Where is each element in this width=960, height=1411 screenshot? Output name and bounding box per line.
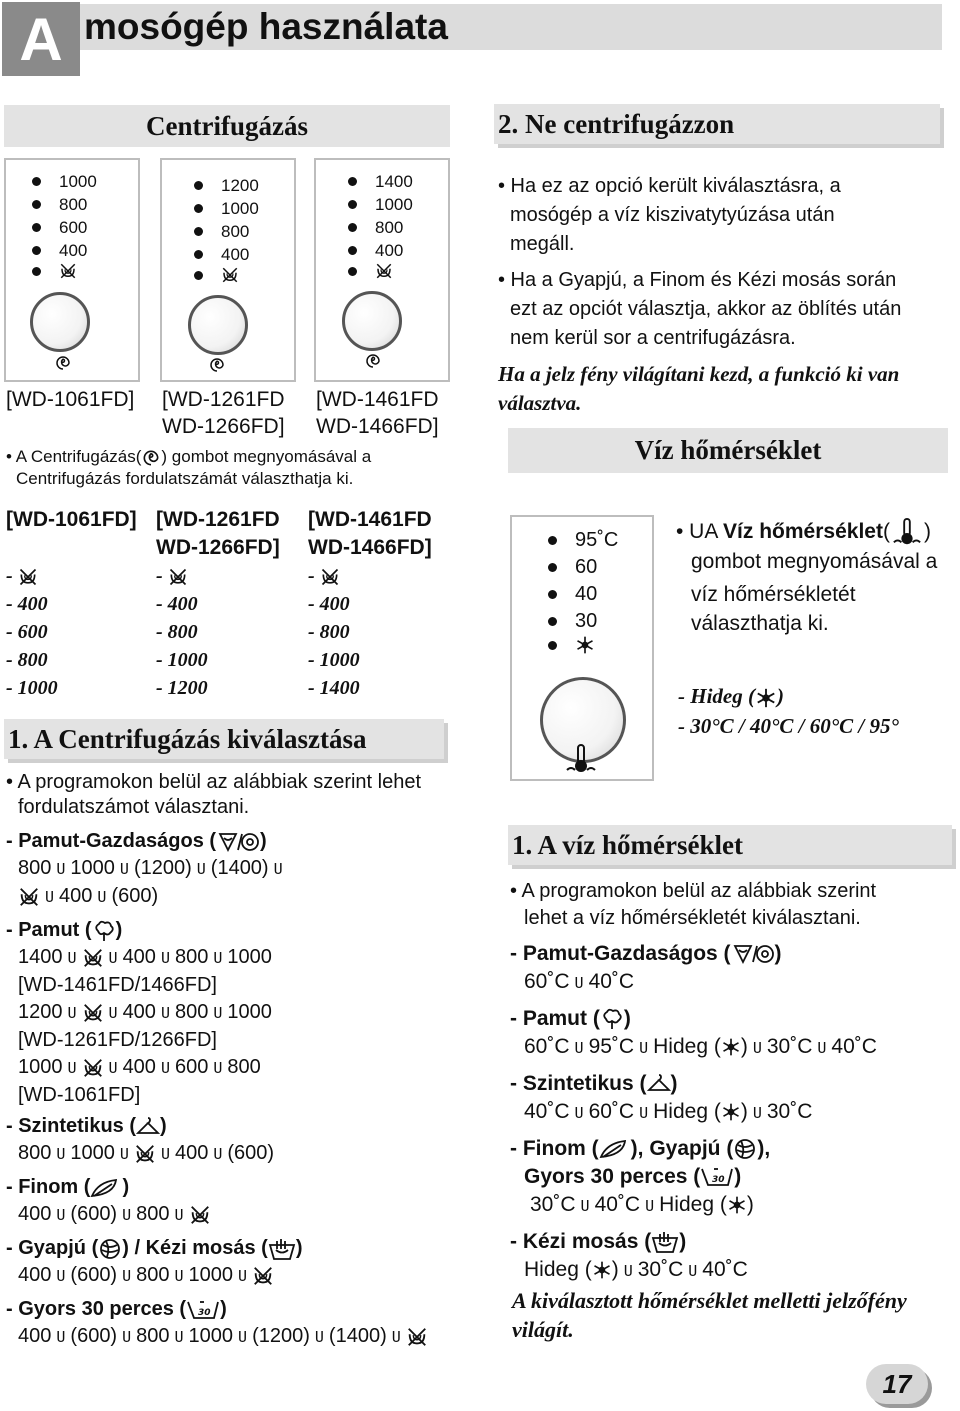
spin-sequence: 800 U 1000 U U 400 U (600) [18,1142,275,1164]
eco-cotton-icon [731,942,775,966]
spin-sequence: 1400 U U 400 U 800 U 1000 [18,946,272,968]
model-note: [WD-1061FD] [18,1084,141,1106]
temp-options: 95˚C 60 40 30 [548,527,618,655]
wool-icon [98,1237,122,1261]
section-no-spin: 2. Ne centrifugázzon [494,104,940,144]
synthetic-icon [136,1115,160,1139]
chapter-letter: A [2,2,80,76]
synthetic-icon [647,1072,671,1096]
wool-icon [733,1137,757,1161]
no-spin-icon [82,1057,104,1079]
spin-icon [54,354,72,372]
spin-table-col-1261: [WD-1261FD WD-1266FD] - - 400 - 800 - 1000 - 1200 [156,508,280,699]
model-label: [WD-1261FD WD-1266FD] [162,388,285,438]
section-title-text: Centrifugázás [146,111,308,141]
spin-options: 1400 1000 800 400 [348,170,413,280]
snowflake-icon [575,635,595,655]
delicate-icon [599,1137,631,1161]
temp-programs: - Pamut-Gazdaságos ( ) 60˚C U 40˚C - Pamut ( ) 60˚C U 95˚C U Hideg ( ) U 30˚C U 40˚C - Szintetikus ( ) 40˚C U 60˚C U Hideg ( ) U 30˚C - Finom ( ), Gyapjú ( ), Gyors 30 perces ( ) 30˚C U 40˚C U Hideg ( ) - Kézi mosás ( ) Hideg ( ) U 30˚C U 40˚C [510,942,877,1281]
snowflake-icon [727,1195,747,1215]
section-water-temp: Víz hőmérséklet [508,428,948,473]
no-spin-icon [252,1265,274,1287]
spin-sequence: 1200 U U 400 U 800 U 1000 [18,1001,272,1023]
subsection-title: 1. A Centrifugázás kiválasztása [4,719,444,759]
spin-dial[interactable] [188,295,248,355]
cotton-icon [92,919,116,943]
model-label: [WD-1061FD] [6,388,135,411]
no-spin-notes: • Ha ez az opció került kiválasztásra, a mosógép a víz kiszivatytyúzása után megáll. • Ha a Gyapjú, a Finom és Kézi mosás során ezt az opciót választja, akkor az öblítés után nem kerül sor a centrifugázásra. [498,175,902,349]
spin-table-col-1461: [WD-1461FD WD-1466FD] - - 400 - 800 - 1000 - 1400 [308,508,432,699]
spin-panel-1061 [4,158,140,382]
cotton-icon [600,1007,624,1031]
temp-panel [510,515,654,781]
spin-options: 1000 800 600 400 [32,170,97,280]
snowflake-icon [592,1260,612,1280]
program-pamut-gazd: - Pamut-Gazdaságos ( ) [6,830,267,852]
hand-wash-icon [268,1237,296,1261]
no-spin-icon [189,1204,211,1226]
model-note: [WD-1461FD/1466FD] [18,974,217,996]
snowflake-icon [721,1037,741,1057]
spin-sequence: 400 U (600) U 800 U 1000 U [6,1262,456,1290]
program-finom: - Finom ( ) [6,1176,130,1198]
hand-wash-icon [651,1230,679,1254]
spin-programs [6,828,456,1351]
no-spin-icon [134,1143,156,1165]
no-spin-icon [82,1002,104,1024]
delicate-icon [90,1176,122,1200]
no-spin-icon [18,886,40,908]
thermometer-icon [564,743,598,775]
no-spin-icon [18,567,38,587]
no-spin-icon [375,262,393,280]
quick-30-icon [186,1298,220,1322]
eco-cotton-icon [216,830,260,854]
temp-options-list: - Hideg ( ) - 30°C / 40°C / 60°C / 95° [678,684,899,738]
spin-note: • A Centrifugázás( ) gombot megnyomásával a Centrifugázás fordulatszámát választhatja ki. [6,447,372,488]
spin-panel-1461 [314,158,450,382]
programs-intro: • A programokon belül az alábbiak szerint lehet fordulatszámot választani. [6,771,422,818]
program-szintetikus: - Szintetikus ( ) [6,1115,167,1137]
program-pamut: - Pamut ( ) [6,919,123,941]
temp-note: • UA Víz hőmérséklet( ) gombot megnyomásával a víz hőmérsékletét választhatja ki. [676,517,937,638]
model-label: [WD-1461FD WD-1466FD] [316,388,439,438]
spin-sequence: 400 U (600) U 800 U 1000 U (1200) U (1400) U [6,1323,456,1351]
snowflake-icon [755,687,777,709]
spin-sequence: 1000 U U 400 U 600 U 800 [18,1056,261,1078]
temp-indicator-note: A kiválasztott hőmérséklet melletti jelzőfény világít. [512,1288,907,1342]
temp-programs-intro: • A programokon belül az alábbiak szerint lehet a víz hőmérsékletét kiválasztani. [510,880,877,929]
spin-dial[interactable] [342,291,402,351]
thermometer-icon [890,517,924,547]
indicator-note: Ha a jelz fény világítani kezd, a funkció ki van választva. [498,362,900,415]
no-spin-icon [82,947,104,969]
spin-sequence: 400 U (600) U 800 U [6,1201,456,1229]
spin-options: 1200 1000 800 400 [194,174,259,284]
model-note: [WD-1261FD/1266FD] [18,1029,217,1051]
snowflake-icon [721,1102,741,1122]
no-spin-icon [59,262,77,280]
spin-dial[interactable] [30,292,90,352]
spin-icon [364,352,382,370]
spin-sequence: 800 U 1000 U (1200) U (1400) U [18,857,283,879]
spin-sequence: U 400 U (600) [6,883,456,911]
no-spin-icon [320,567,340,587]
subsection-water-temp: 1. A víz hőmérséklet [508,825,952,865]
program-gyapju-kezi: - Gyapjú ( ) / Kézi mosás ( ) [6,1237,303,1259]
spin-icon [208,356,226,374]
no-spin-icon [406,1326,428,1348]
page-title: mosógép használata [84,6,448,47]
no-spin-icon [168,567,188,587]
quick-30-icon [700,1165,734,1189]
program-gyors30: - Gyors 30 perces ( ) [6,1298,227,1320]
spin-table-col-1061: [WD-1061FD] - - 400 - 600 - 800 - 1000 [6,508,137,699]
spin-icon [141,448,161,468]
no-spin-icon [221,266,239,284]
spin-panel-1261 [160,158,296,382]
section-title-centrifugalas [4,105,450,147]
page-number: 17 [866,1364,928,1404]
